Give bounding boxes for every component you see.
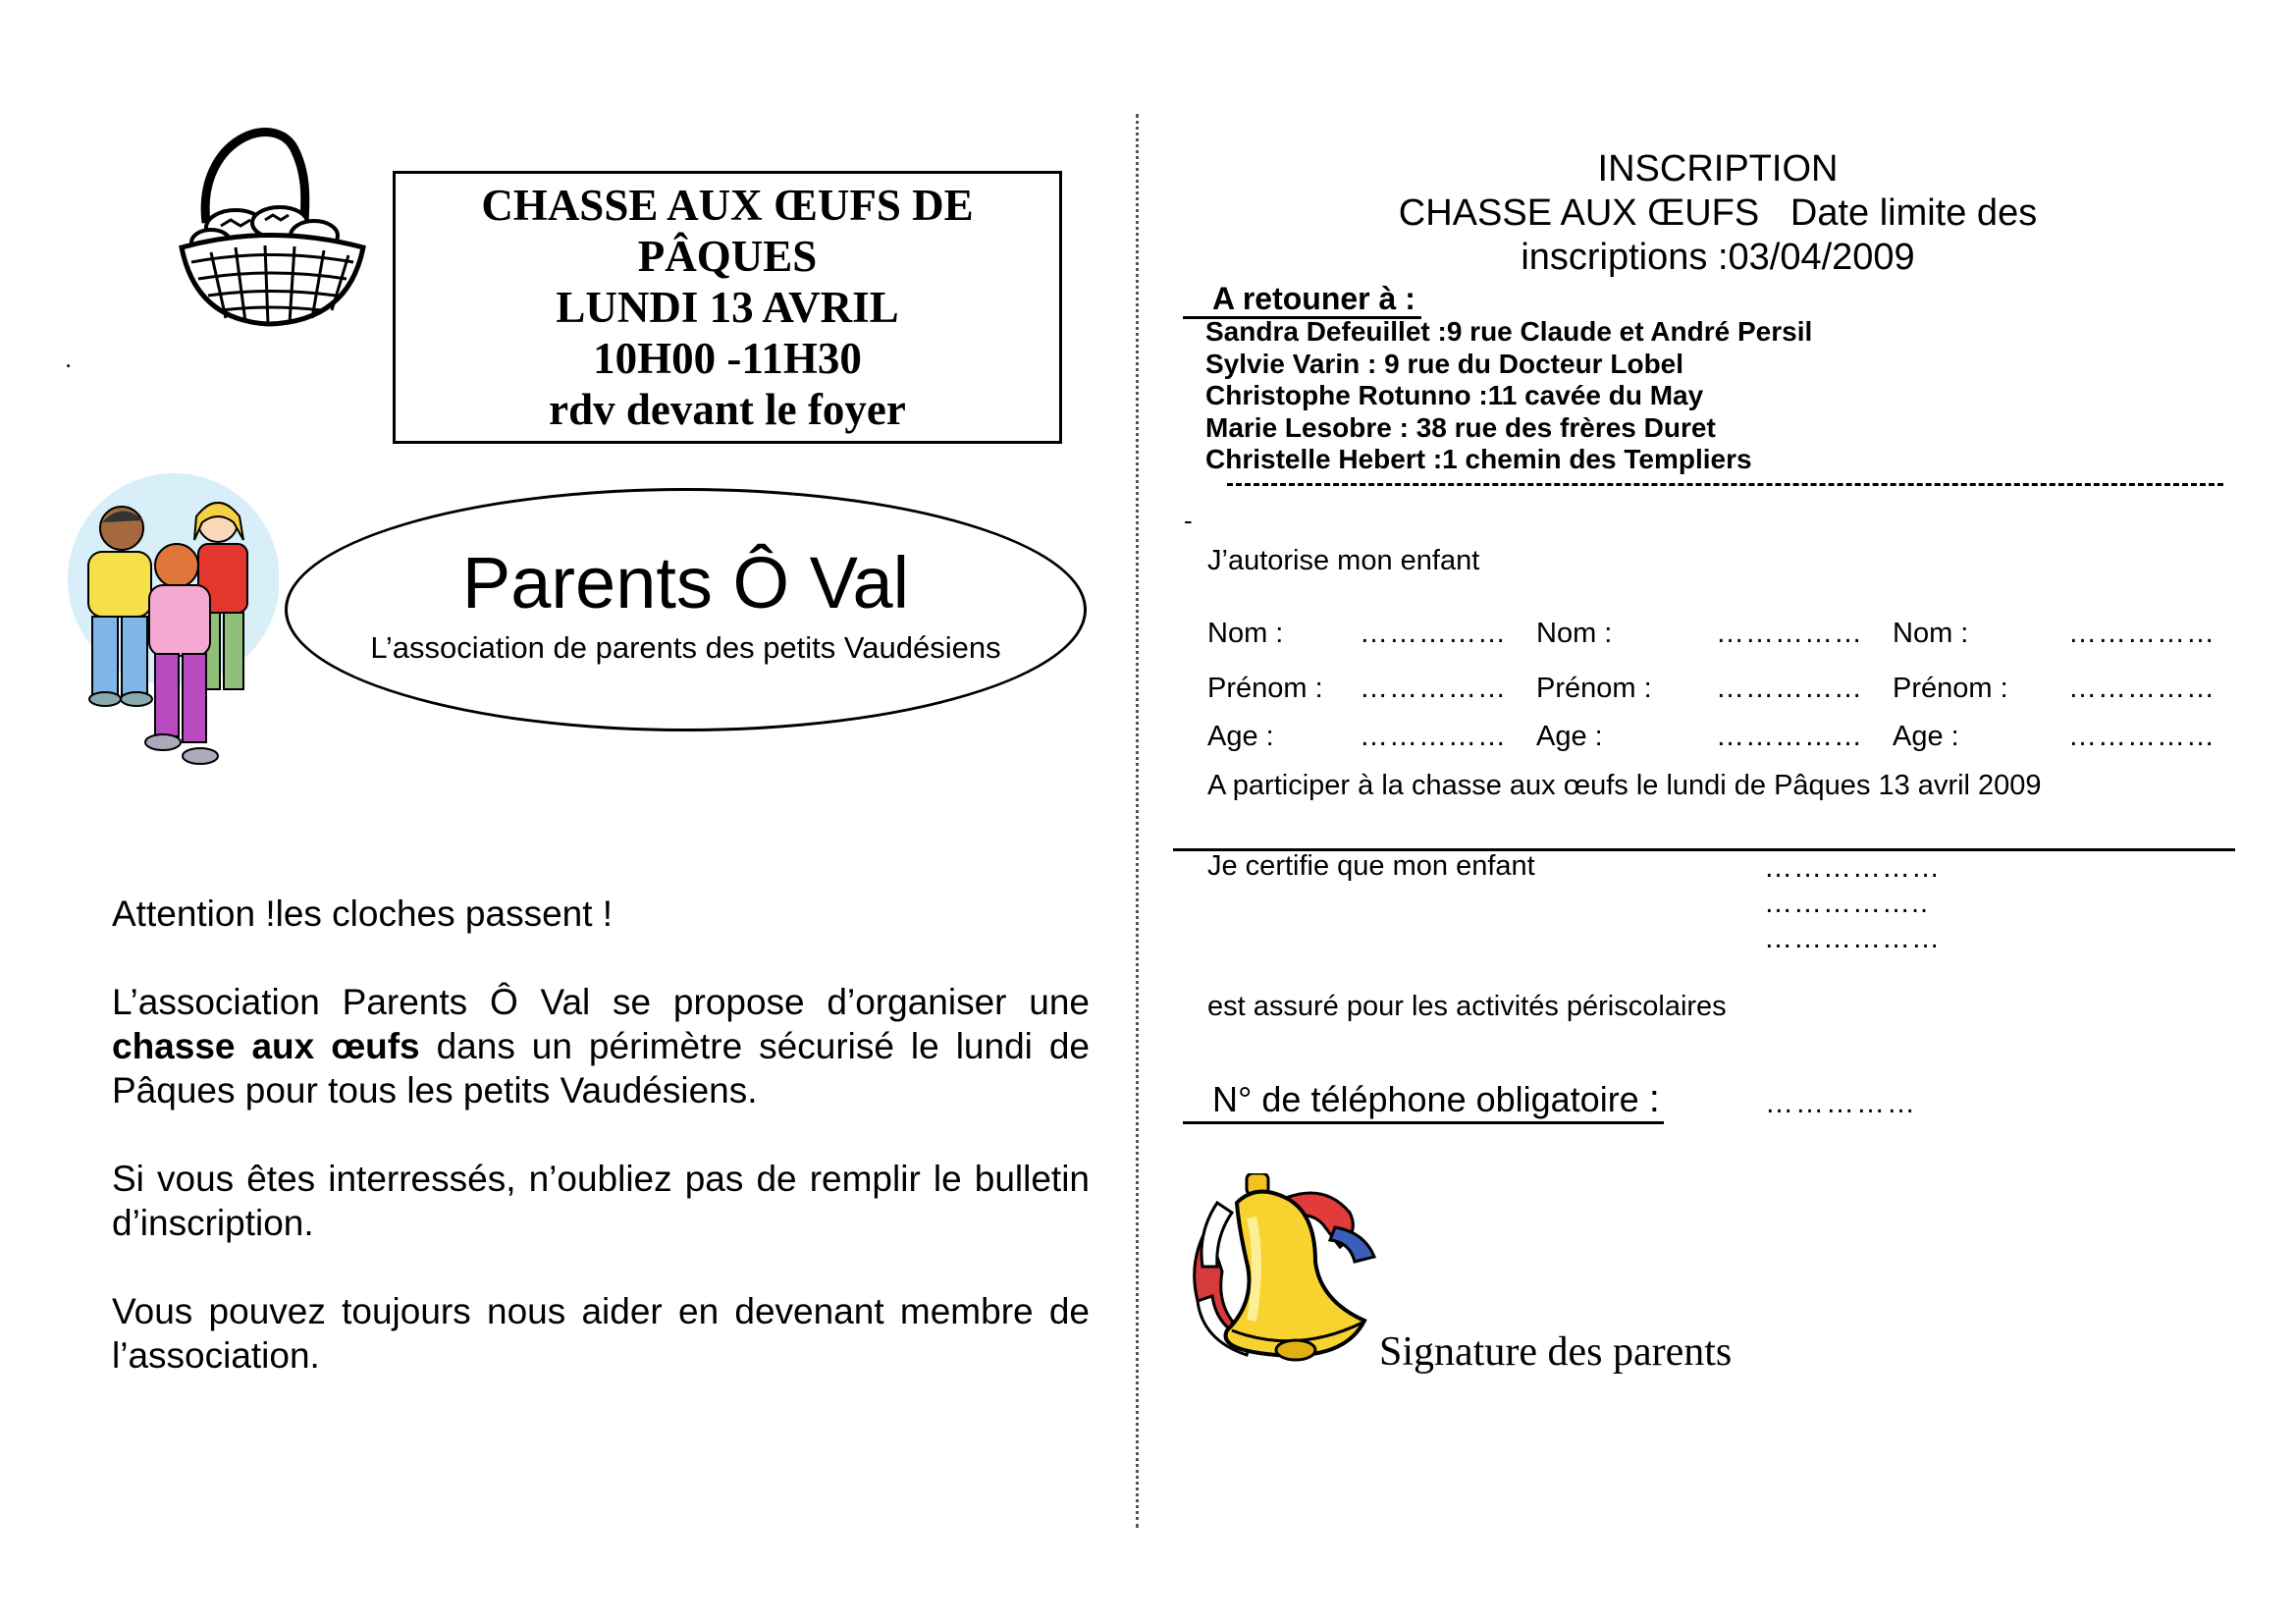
phone-label-text: N° de téléphone obligatoire [1212, 1079, 1649, 1119]
cut-line [1227, 483, 2223, 486]
paragraph-text: L’association Parents Ô Val se propose d’organiser une [112, 982, 1090, 1022]
certify-field-line-1[interactable]: ……………… [1764, 852, 1941, 884]
child-1-prenom-field[interactable]: …………… [1360, 673, 1507, 704]
stray-dot: . [65, 344, 73, 373]
parents-signature-label: Signature des parents [1379, 1329, 1733, 1375]
inscription-deadline: inscriptions :03/04/2009 [1521, 237, 1915, 278]
address-item: Sylvie Varin : 9 rue du Docteur Lobel [1205, 348, 1684, 379]
child-1-prenom-label: Prénom : [1207, 673, 1323, 704]
phone-field[interactable]: …………… [1765, 1088, 1917, 1119]
child-3-nom-field[interactable]: …………… [2068, 618, 2216, 649]
event-time: 10H00 -11H30 [593, 334, 862, 383]
address-item: Christelle Hebert :1 chemin des Templiers [1205, 444, 1752, 474]
event-title-box [393, 171, 1062, 444]
address-item: Christophe Rotunno :11 cavée du May [1205, 380, 1704, 410]
announcement-paragraph-1 [112, 980, 1090, 1112]
emphasis-text: chasse aux œufs [112, 1026, 420, 1066]
child-3-prenom-field[interactable]: …………… [2068, 673, 2216, 704]
announcement-paragraph-3: Vous pouvez toujours nous aider en devenant membre de l’association. [112, 1291, 1090, 1376]
address-item: Marie Lesobre : 38 rue des frères Duret [1205, 411, 1716, 443]
association-name: Parents Ô Val [461, 542, 910, 623]
announcement-headline: Attention !les cloches passent ! [112, 893, 614, 934]
phone-label-colon: : [1648, 1077, 1660, 1120]
announcement-paragraph-2: Si vous êtes interressés, n’oubliez pas de remplir le bulletin d’inscription. [112, 1159, 1090, 1243]
insured-text: est assuré pour les activités périscolaires [1207, 991, 1727, 1022]
return-to-label: A retouner à : [1183, 281, 1421, 319]
certify-text: Je certifie que mon enfant [1207, 850, 1535, 882]
child-2-nom-field[interactable]: …………… [1716, 618, 1863, 649]
inscription-subtitle: CHASSE AUX ŒUFS Date limite des [1398, 192, 2038, 234]
child-2-age-field[interactable]: …………… [1716, 721, 1863, 752]
association-tagline: L’association de parents des petits Vaudésiens [370, 630, 1001, 665]
paragraph-text: dans un périmètre sécurisé le lundi de Pâques pour tous les petits Vaudésiens. [112, 1026, 1090, 1110]
easter-basket-illustration [167, 110, 373, 331]
authorize-text: J’autorise mon enfant [1207, 545, 1480, 576]
event-title-line-2: PÂQUES [637, 232, 818, 281]
event-date: LUNDI 13 AVRIL [556, 283, 899, 332]
certify-field-line-3[interactable]: ……………… [1764, 923, 1941, 954]
dash-mark: - [1184, 506, 1193, 535]
event-meeting-point: rdv devant le foyer [549, 385, 906, 434]
announcement-text [112, 892, 1090, 1422]
child-2-prenom-field[interactable]: …………… [1716, 673, 1863, 704]
child-2-age-label: Age : [1536, 721, 1603, 752]
phone-label [1183, 1077, 1664, 1124]
child-3-age-field[interactable]: …………… [2068, 721, 2216, 752]
child-1-age-label: Age : [1207, 721, 1274, 752]
children-illustration [61, 471, 279, 772]
child-1-nom-field[interactable]: …………… [1360, 618, 1507, 649]
child-2-prenom-label: Prénom : [1536, 673, 1652, 704]
child-2-nom-label: Nom : [1536, 618, 1613, 649]
easter-bell-illustration [1178, 1173, 1384, 1370]
child-3-nom-label: Nom : [1893, 618, 1969, 649]
child-3-prenom-label: Prénom : [1893, 673, 2008, 704]
return-address-list [1205, 316, 1812, 476]
certify-field-line-2[interactable]: …………….. [1764, 888, 1930, 919]
child-1-nom-label: Nom : [1207, 618, 1284, 649]
child-1-age-field[interactable]: …………… [1360, 721, 1507, 752]
fold-divider [1136, 114, 1139, 1528]
address-item: Sandra Defeuillet :9 rue Claude et André Persil [1205, 316, 1813, 347]
event-title-line-1: CHASSE AUX ŒUFS DE [481, 181, 974, 230]
participate-text: A participer à la chasse aux œufs le lundi de Pâques 13 avril 2009 [1207, 770, 2042, 801]
child-3-age-label: Age : [1893, 721, 1959, 752]
inscription-heading [1315, 147, 2120, 280]
inscription-title: INSCRIPTION [1597, 148, 1839, 189]
